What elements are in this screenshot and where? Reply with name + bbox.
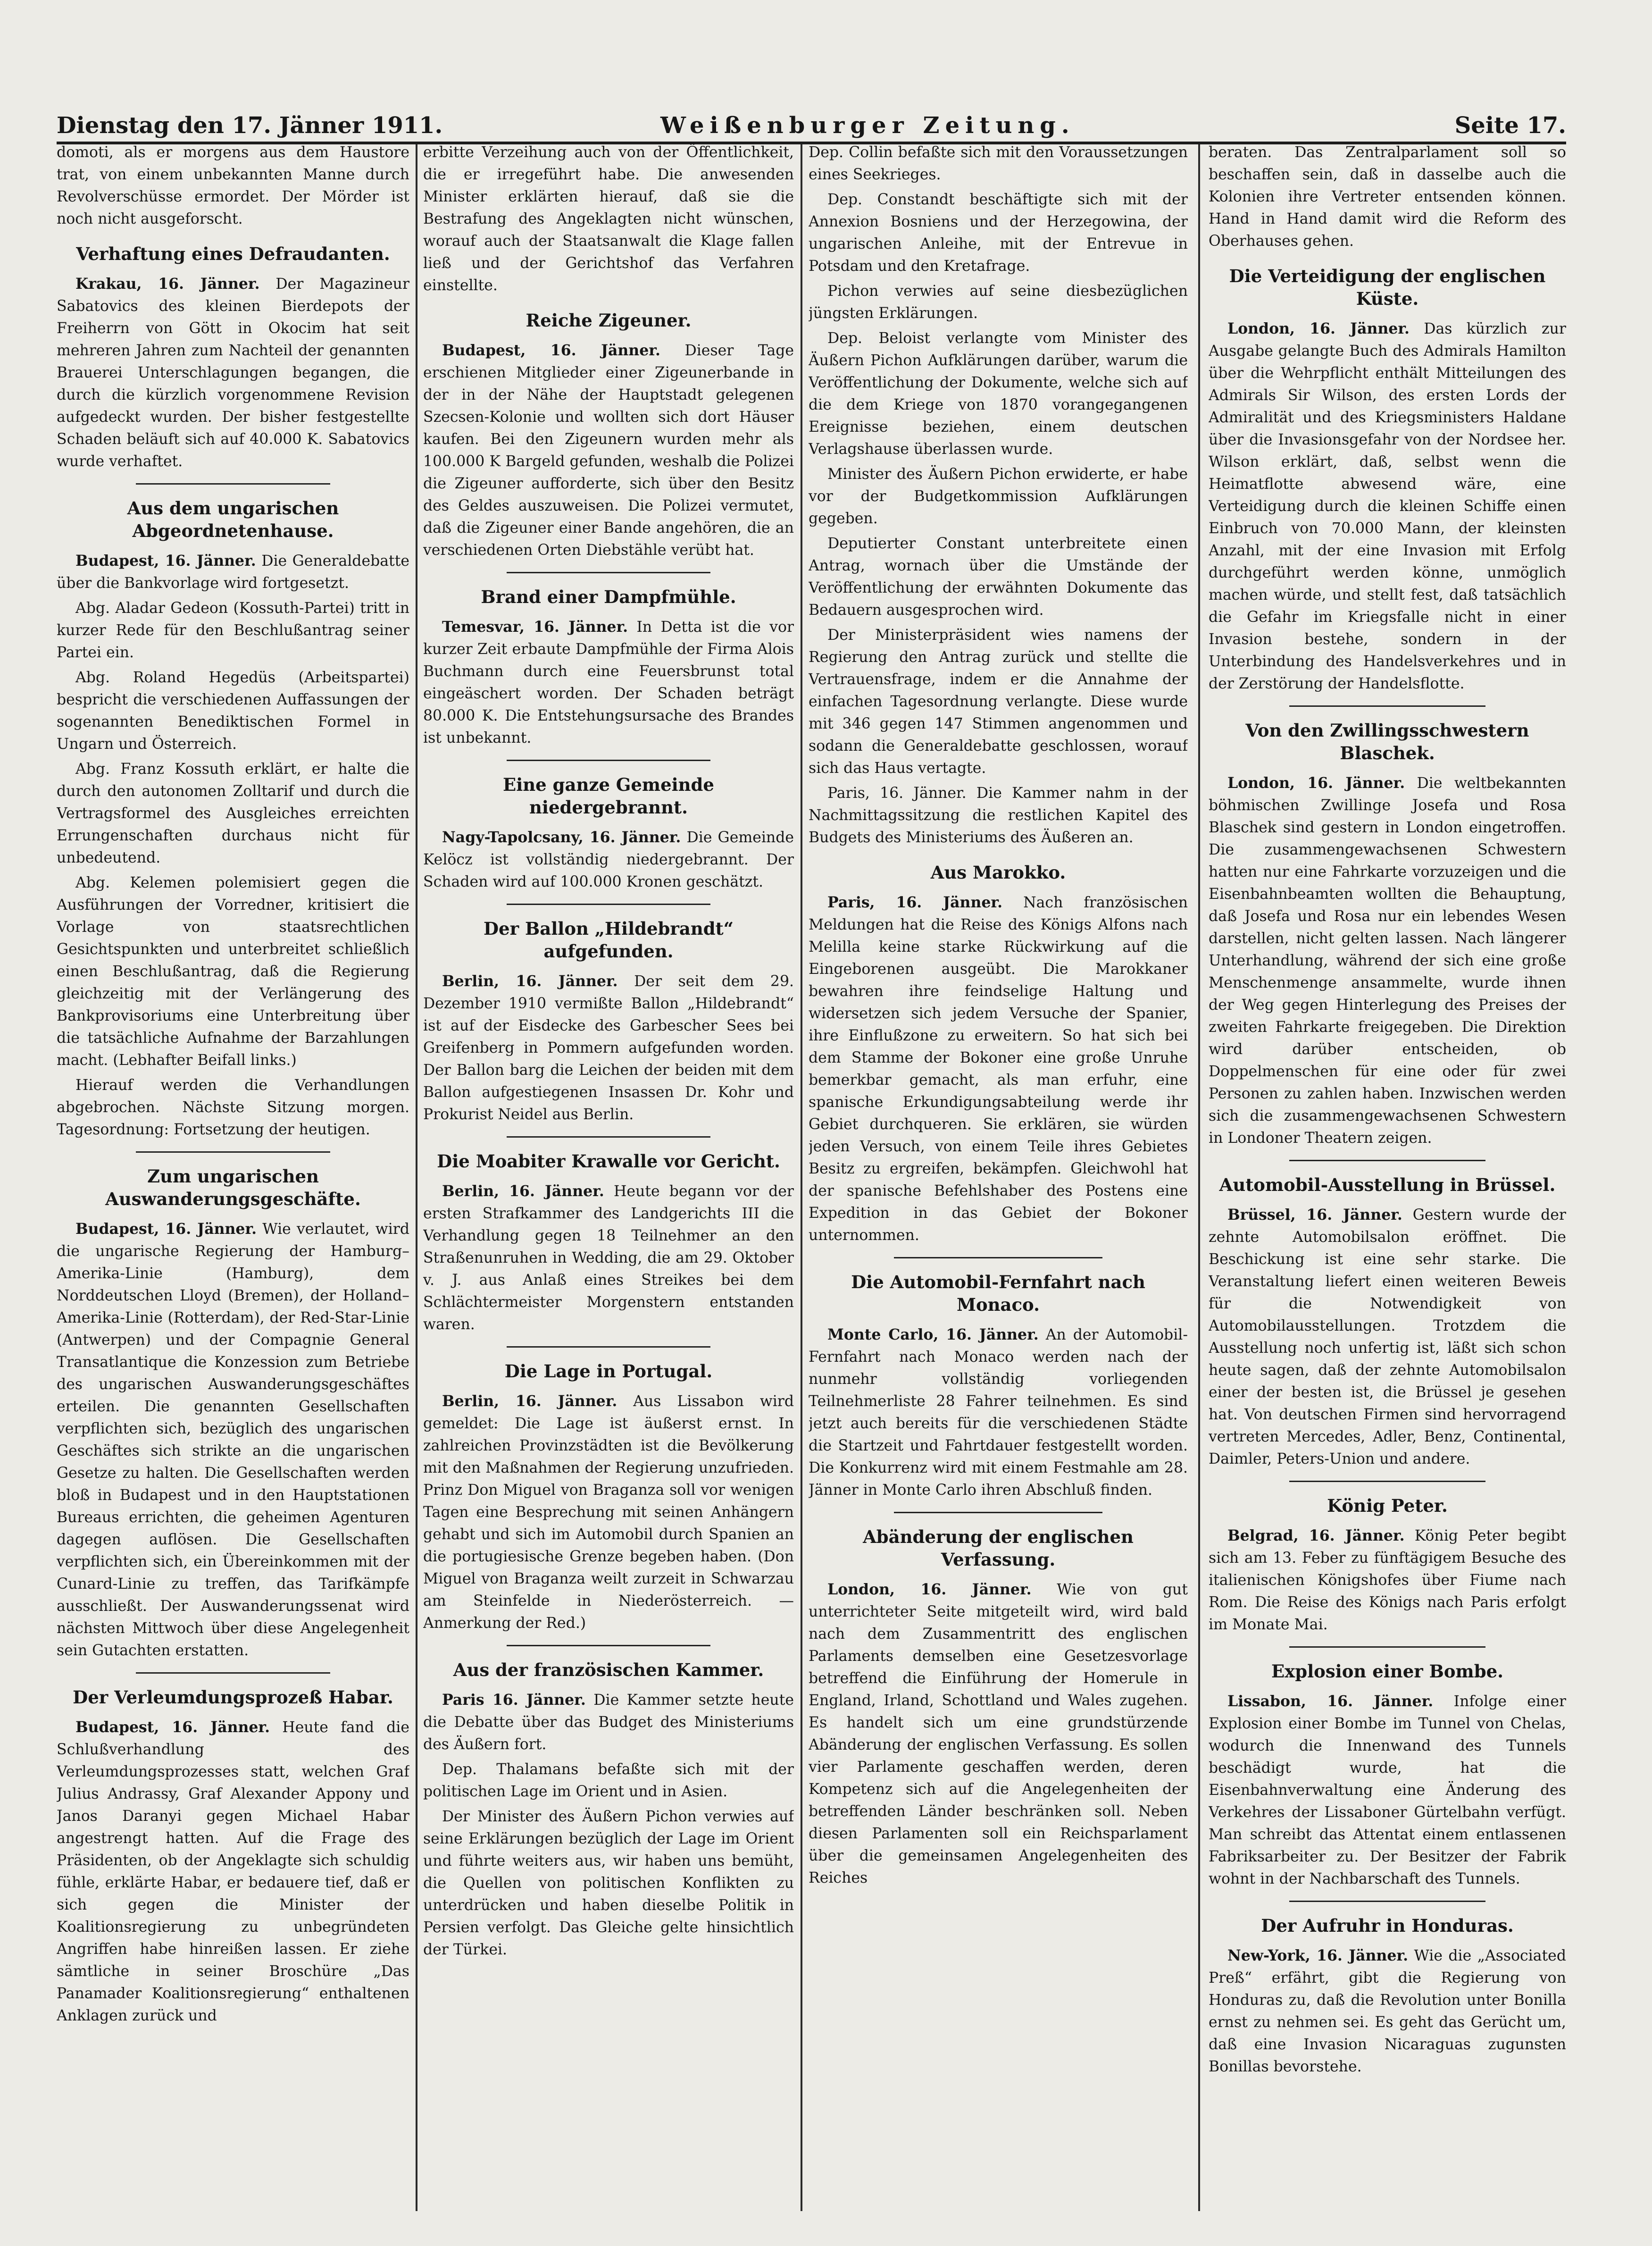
article-paragraph <box>423 1180 794 1336</box>
article-paragraph <box>57 758 409 869</box>
article <box>57 142 409 230</box>
article-dateline: Paris, 16. Jänner. <box>827 894 1003 911</box>
article-dateline: Monte Carlo, 16. Jänner. <box>827 1326 1039 1343</box>
article-separator <box>1289 1646 1486 1648</box>
article <box>423 1360 794 1646</box>
article <box>423 142 794 297</box>
article-paragraph <box>57 597 409 664</box>
article-headline: Die Verteidigung der englischen Küste. <box>1229 266 1546 309</box>
article-paragraph <box>57 1074 409 1141</box>
paragraph-text: Abg. Kelemen polemisiert gegen die Ausführungen der Vorredner, kritisiert die Vorlage von staatsrechtlichen Gesichtspunkten und unterbreitet schließlich einen Beschlußantrag, daß die Regierung gleichzeitig mit der Verlängerung des Bankprovisoriums eine Unterbreitung über die tatsächliche Aufnahme der Barzahlungen macht. (Lebhafter Beifall links.) <box>57 874 409 1069</box>
article-headline: Reiche Zigeuner. <box>526 310 692 331</box>
article-paragraph <box>809 1324 1188 1501</box>
paragraph-text: Minister des Äußern Pichon erwiderte, er habe vor der Budgetkommission Aufklärungen gegeben. <box>809 466 1188 527</box>
article-paragraph <box>423 1759 794 1803</box>
header-date: Dienstag den 17. Jänner 1911. <box>57 112 443 139</box>
article-paragraph <box>809 782 1188 849</box>
article <box>1209 1173 1566 1482</box>
article-headline: Der Aufruhr in Honduras. <box>1261 1915 1514 1936</box>
article <box>1209 1660 1566 1902</box>
article-dateline: Budapest, 16. Jänner. <box>75 552 256 570</box>
paragraph-text: beraten. Das Zentralparlament soll so beschaffen sein, daß in dasselbe auch die Kolonien ihre Vertreter entsenden können. Hand in Hand damit wird die Reform des Oberhauses gehen. <box>1209 144 1566 250</box>
article-headline: Die Automobil-Fernfahrt nach Monaco. <box>851 1272 1145 1315</box>
article-paragraph <box>1209 1944 1566 2078</box>
paragraph-text: Dep. Collin befaßte sich mit den Voraussetzungen eines Seekrieges. <box>809 144 1188 183</box>
article-paragraph <box>57 872 409 1072</box>
article-separator <box>894 1512 1102 1513</box>
article-paragraph <box>1209 142 1566 252</box>
article-headline: Aus dem ungarischen Abgeordnetenhause. <box>127 498 339 541</box>
paragraph-text: In Detta ist die vor kurzer Zeit erbaute Dampfmühle der Firma Alois Buchmann durch eine Feuersbrunst total eingeäschert worden. Der Schaden beträgt 80.000 K. Die Entstehungsursache des Brandes ist unbekannt. <box>423 619 794 746</box>
paragraph-text: Heute begann vor der ersten Strafkammer des Landgerichts III die Verhandlung gegen 18 Teilnehmer an den Straßenunruhen in Wedding, die am 29. Oktober v. J. aus Anlaß eines Streikes bei dem Schlächtermeister Morgenstern entstanden waren. <box>423 1183 794 1333</box>
article-dateline: London, 16. Jänner. <box>1227 320 1410 337</box>
article-paragraph <box>57 1716 409 2027</box>
paragraph-text: Dep. Thalamans befaßte sich mit der politischen Lage im Orient und in Asien. <box>423 1761 794 1800</box>
article-paragraph <box>57 667 409 755</box>
article-paragraph <box>57 550 409 595</box>
article-paragraph <box>809 533 1188 621</box>
article-dateline: Budapest, 16. Jänner. <box>75 1718 270 1736</box>
article-headline: Der Verleumdungsprozeß Habar. <box>73 1687 393 1708</box>
article-separator <box>507 904 710 905</box>
column-divider <box>416 144 417 2211</box>
article <box>1209 719 1566 1161</box>
paragraph-text: Dep. Constandt beschäftigte sich mit der Annexion Bosniens und der Herzegowina, der ungarischen Anleihe, mit der Entrevue in Potsdam und den Kretafrage. <box>809 191 1188 275</box>
article-headline: Automobil-Ausstellung in Brüssel. <box>1219 1174 1556 1195</box>
column-2 <box>423 142 794 2208</box>
column-1 <box>57 142 409 2208</box>
paragraph-text: Hierauf werden die Verhandlungen abgebrochen. Nächste Sitzung morgen. Tagesordnung: Fortsetzung der heutigen. <box>57 1077 409 1138</box>
article-paragraph <box>1209 1525 1566 1636</box>
paragraph-text: An der Automobil-Fernfahrt nach Monaco werden nach der nunmehr vollständig vorliegenden Teilnehmerliste 28 Fahrer teilnehmen. Es sind jetzt auch bereits für die verschiedenen Städte die Startzeit und Fahrtdauer festgestellt worden. Die Konkurrenz wird mit einem Festmahle am 28. Jänner in Monte Carlo ihren Abschluß finden. <box>809 1326 1188 1499</box>
article <box>809 1271 1188 1513</box>
article-dateline: New-York, 16. Jänner. <box>1227 1947 1409 1964</box>
paragraph-text: Die Generaldebatte über die Bankvorlage wird fortgesetzt. <box>57 553 409 592</box>
article-headline: Die Moabiter Krawalle vor Gericht. <box>437 1151 780 1172</box>
article-paragraph <box>1209 318 1566 695</box>
article-headline: Eine ganze Gemeinde niedergebrannt. <box>503 774 714 818</box>
paragraph-text: Abg. Franz Kossuth erklärt, er halte die durch den autonomen Zolltarif und durch die Vertragsformel des Ausgleiches erreichten Errungenschaften durchaus nicht für unbedeutend. <box>57 761 409 866</box>
article-dateline: Budapest, 16. Jänner. <box>442 342 660 359</box>
article-dateline: Nagy-Tapolcsany, 16. Jänner. <box>442 829 681 846</box>
article-headline: Die Lage in Portugal. <box>504 1361 713 1382</box>
paragraph-text: domoti, als er morgens aus dem Haustore trat, von einem unbekannten Manne durch Revolverschüsse ermordet. Der Mörder ist noch nicht ausgeforscht. <box>57 144 409 227</box>
article-headline: Der Ballon „Hildebrandt“ aufgefunden. <box>483 918 734 962</box>
article <box>57 243 409 485</box>
column-divider <box>801 144 802 2211</box>
paragraph-text: erbitte Verzeihung auch von der Öffentlichkeit, die er irregeführt habe. Die anwesenden Minister erklärten hierauf, daß sie die Bestrafung des Angeklagten nicht wünschen, worauf auch der Staatsanwalt die Klage fallen ließ und der Gerichtshof das Verfahren einstellte. <box>423 144 794 294</box>
article <box>423 309 794 573</box>
article <box>423 773 794 905</box>
paragraph-text: Abg. Roland Hegedüs (Arbeitspartei) bespricht die verschiedenen Auffassungen der sogenannten Benediktischen Formel in Ungarn und Österreich. <box>57 669 409 753</box>
article-paragraph <box>423 1806 794 1961</box>
article-dateline: London, 16. Jänner. <box>827 1581 1032 1598</box>
article <box>1209 265 1566 707</box>
article <box>809 861 1188 1258</box>
paragraph-text: Deputierter Constant unterbreitete einen Antrag, wornach über die Umstände der Veröffentlichung der erwähnten Dokumente das Bedauern ausgesprochen wird. <box>809 535 1188 619</box>
article <box>423 917 794 1138</box>
article <box>1209 142 1566 252</box>
article-paragraph <box>809 1578 1188 1889</box>
paragraph-text: Nach französischen Meldungen hat die Reise des Königs Alfons nach Melilla keine starke Rückwirkung auf die Eingeborenen ausgeübt. Die Marokkaner bewahren ihre feindselige Haltung und widersetzen sich jedem Versuche der Spanier, ihre Einflußzone zu erweitern. So hat sich bei dem Stamme der Bokoner eine große Unruhe bemerkbar gemacht, als man erfuhr, eine spanische Erkundigungsabteilung werde ihr Gebiet durchqueren. Sie erklären, sie würden jeden Versuch, von einem Teile ihres Gebietes Besitz zu ergreifen, bekämpfen. Gleichwohl hat der spanische Befehlshaber des Postens eine Expedition in das Gebiet der Bokoner unternommen. <box>809 894 1188 1244</box>
article-paragraph <box>423 1689 794 1756</box>
header-paper-title: Weißenburger Zeitung. <box>660 112 1075 139</box>
article-separator <box>1289 1481 1486 1482</box>
paragraph-text: Pichon verwies auf seine diesbezüglichen jüngsten Erklärungen. <box>809 283 1188 322</box>
article-dateline: Berlin, 16. Jänner. <box>442 972 618 990</box>
article-paragraph <box>423 339 794 562</box>
page-header <box>57 108 1566 145</box>
article-paragraph <box>423 1390 794 1634</box>
article-paragraph <box>809 624 1188 779</box>
article-headline: Aus der französischen Kammer. <box>453 1659 764 1680</box>
paragraph-text: Wie von gut unterrichteter Seite mitgeteilt wird, wird bald nach dem Zusammentritt des englischen Parlaments demselben eine Gesetzesvorlage betreffend die Einführung der Homerule in England, Irland, Schottland und Wales zugehen. Es handelt sich um eine grundstürzende Abänderung der englischen Verfassung. Es sollen vier Parlamente geschaffen werden, deren Kompetenz sich auf die Angelegenheiten der betreffenden Länder beschränken soll. Neben diesen Parlamenten soll ein Reichsparlament über die gemeinsamen Angelegenheiten des Reiches <box>809 1581 1188 1886</box>
article-paragraph <box>1209 772 1566 1149</box>
article-dateline: Belgrad, 16. Jänner. <box>1227 1527 1405 1544</box>
article-paragraph <box>57 1218 409 1662</box>
article <box>423 586 794 761</box>
article <box>423 1659 794 1961</box>
article <box>809 142 1188 849</box>
article <box>809 1525 1188 1889</box>
paragraph-text: Die weltbekannten böhmischen Zwillinge Josefa und Rosa Blaschek sind gestern in London eingetroffen. Die zusammengewachsenen Schwestern hatten nur eine Fahrkarte vorzuzeigen und die Eisenbahnbeamten wollten die Behauptung, daß Josefa und Rosa nur ein lebendes Wesen darstellen, nicht gelten lassen. Nach längerer Unterhandlung, während der sich eine große Menschenmenge ansammelte, wurde ihnen der Weg gegen Hinterlegung des Preises der zweiten Fahrkarte freigegeben. Die Direktion wird darüber entscheiden, ob Doppelmenschen für eine oder für zwei Personen zu zahlen haben. Inzwischen werden sich die zusammengewachsenen Schwestern in Londoner Theatern zeigen. <box>1209 775 1566 1147</box>
article-paragraph <box>423 616 794 749</box>
article-headline: König Peter. <box>1327 1495 1448 1516</box>
column-3 <box>809 142 1188 2208</box>
paragraph-text: Paris, 16. Jänner. Die Kammer nahm in der Nachmittagssitzung die restlichen Kapitel des Budgets des Ministeriums des Äußeren an. <box>809 785 1188 846</box>
article-paragraph <box>809 142 1188 186</box>
paragraph-text: Wie verlautet, wird die ungarische Regierung der Hamburg–Amerika-Linie (Hamburg), dem Norddeutschen Lloyd (Bremen), der Holland–Amerika-Linie (Rotterdam), der Red-Star-Linie (Antwerpen) und der Compagnie General Transatlantique die Konzession zum Betriebe des ungarischen Auswanderungsgeschäftes erteilen. Die genannten Gesellschaften verpflichten sich, bezüglich des ungarischen Geschäftes sich strikte an die ungarischen Gesetze zu halten. Die Gesellschaften werden bloß in Budapest und in den Hauptstationen Bureaus errichten, die geheimen Agenturen dagegen auflösen. Die Gesellschaften verpflichten sich, ein Übereinkommen mit der Cunard-Linie zu treffen, das Tarifkämpfe ausschließt. Der Auswanderungssenat wird nächsten Mittwoch über diese Angelegenheit sein Gutachten erstatten. <box>57 1221 409 1659</box>
article-separator <box>507 1346 710 1348</box>
paragraph-text: Aus Lissabon wird gemeldet: Die Lage ist äußerst ernst. In zahlreichen Provinzstädten ist die Bevölkerung mit den Maßnahmen der Regierung unzufrieden. Prinz Don Miguel von Braganza soll vor wenigen Tagen eine Besprechung mit seinen Anhängern gehabt und sich im Automobil durch Spanien an die portugiesische Grenze begeben haben. (Don Miguel von Braganza weilt zurzeit in Schwarzau am Steinfelde in Niederösterreich. — Anmerkung der Red.) <box>423 1393 794 1632</box>
paragraph-text: Dieser Tage erschienen Mitglieder einer Zigeunerbande in der in der Nähe der Hauptstadt gelegenen Szecsen-Kolonie und wollten sich dort Häuser kaufen. Bei den Zigeunern wurden mehr als 100.000 K Bargeld gefunden, weshalb die Polizei die Zigeuner aufforderte, sich über den Besitz des Geldes auszuweisen. Die Polizei vermutet, daß die Zigeuner einer Bande angehören, die an verschiedenen Orten Diebstähle verübt hat. <box>423 342 794 559</box>
article-separator <box>1289 705 1486 707</box>
article-separator <box>507 1645 710 1646</box>
article-dateline: London, 16. Jänner. <box>1227 774 1405 792</box>
article <box>57 1165 409 1674</box>
article-paragraph <box>57 273 409 473</box>
article-separator <box>136 1151 330 1153</box>
article-paragraph <box>809 891 1188 1247</box>
article-paragraph <box>809 280 1188 325</box>
article-headline: Verhaftung eines Defraudanten. <box>76 243 390 264</box>
paragraph-text: Das kürzlich zur Ausgabe gelangte Buch des Admirals Hamilton über die Wehrpflicht enthält Mitteilungen des Admirals Sir Wilson, des ersten Lords der Admiralität und des Kriegsministers Haldane über die Invasionsgefahr von der Nordsee her. Wilson erklärt, daß, selbst wenn die Heimatflotte abwesend wäre, eine Verteidigung durch die kleinen Schiffe einen Einbruch von 70.000 Mann, der kleinsten Anzahl, mit der eine Invasion mit Erfolg durchgeführt werden könne, unmöglich machen würde, und stellt fest, daß tatsächlich die Gefahr im Kriegsfalle nicht in einer Invasion bestehe, sondern in der Unterbindung des Handelsverkehres und in der Zerstörung der Handelsflotte. <box>1209 320 1566 692</box>
article-separator <box>507 572 710 573</box>
article <box>57 497 409 1153</box>
paragraph-text: Abg. Aladar Gedeon (Kossuth-Partei) tritt in kurzer Rede für den Beschlußantrag seiner Partei ein. <box>57 600 409 661</box>
article-headline: Brand einer Dampfmühle. <box>481 587 736 607</box>
article-dateline: Berlin, 16. Jänner. <box>442 1182 604 1200</box>
paragraph-text: Die Gemeinde Kelöcz ist vollständig niedergebrannt. Der Schaden wird auf 100.000 Kronen geschätzt. <box>423 829 794 890</box>
column-divider <box>1198 144 1200 2211</box>
article <box>1209 1914 1566 2078</box>
article-headline: Zum ungarischen Auswanderungsgeschäfte. <box>105 1166 361 1209</box>
article-paragraph <box>809 327 1188 461</box>
article-separator <box>894 1257 1102 1258</box>
article-paragraph <box>57 142 409 230</box>
paragraph-text: Die Kammer setzte heute die Debatte über das Budget des Ministeriums des Äußern fort. <box>423 1692 794 1753</box>
paragraph-text: Wie die „Associated Preß“ erfährt, gibt die Regierung von Honduras zu, daß die Revolution unter Bonilla ernst zu nehmen sei. Es geht das Gerücht um, daß eine Invasion Nicaraguas zugunsten Bonillas bevorstehe. <box>1209 1947 1566 2075</box>
paragraph-text: Der Magazineur Sabatovics des kleinen Bierdepots der Freiherrn von Gött in Okocim hat seit mehreren Jahren zum Nachteil der genannten Brauerei Unterschlagungen begangen, die durch die kürzlich vorgenommene Revision aufgedeckt wurden. Der bisher festgestellte Schaden beläuft sich auf 40.000 K. Sabatovics wurde verhaftet. <box>57 276 409 470</box>
article-dateline: Berlin, 16. Jänner. <box>442 1392 617 1410</box>
header-page-number: Seite 17. <box>1454 112 1566 139</box>
article-paragraph <box>423 826 794 893</box>
article-separator <box>136 1672 330 1674</box>
article-headline: Aus Marokko. <box>930 862 1066 883</box>
paragraph-text: Der Ministerpräsident wies namens der Regierung den Antrag zurück und stellte die Vertrauensfrage, indem er die Annahme der einfachen Tagesordnung verlangte. Diese wurde mit 346 gegen 147 Stimmen angenommen und sodann die Generaldebatte geschlossen, worauf sich das Haus vertagte. <box>809 627 1188 777</box>
article-separator <box>1289 1160 1486 1161</box>
paragraph-text: Gestern wurde der zehnte Automobilsalon eröffnet. Die Beschickung ist eine sehr starke. Die Veranstaltung liefert einen weiteren Beweis für die Notwendigkeit von Automobilausstellungen. Trotzdem die Ausstellung noch unfertig ist, läßt sich schon heute sagen, daß der zehnte Automobilsalon einer der besten ist, die Brüssel je gesehen hat. Von deutschen Firmen sind hervorragend vertreten Mercedes, Adler, Benz, Continental, Daimler, Peters-Union und andere. <box>1209 1207 1566 1467</box>
article <box>1209 1494 1566 1648</box>
article-paragraph <box>1209 1690 1566 1890</box>
article-dateline: Budapest, 16. Jänner. <box>75 1220 257 1238</box>
article-headline: Von den Zwillingsschwestern Blaschek. <box>1245 720 1529 763</box>
article-paragraph <box>1209 1204 1566 1470</box>
article-dateline: Paris 16. Jänner. <box>442 1691 586 1709</box>
article <box>57 1686 409 2027</box>
paragraph-text: Der seit dem 29. Dezember 1910 vermißte Ballon „Hildebrandt“ ist auf der Eisdecke des Garbescher Sees bei Greifenberg in Pommern aufgefunden worden. Der Ballon barg die Leichen der beiden mit dem Ballon aufgestiegenen Insassen Dr. Kohr und Prokurist Neidel aus Berlin. <box>423 973 794 1123</box>
article <box>423 1150 794 1348</box>
article-separator <box>136 483 330 485</box>
article-dateline: Krakau, 16. Jänner. <box>75 275 260 293</box>
column-4 <box>1209 142 1566 2208</box>
article-dateline: Temesvar, 16. Jänner. <box>442 618 628 636</box>
article-paragraph <box>809 463 1188 530</box>
paragraph-text: König Peter begibt sich am 13. Feber zu fünftägigem Besuche des italienischen Königshofes über Fiume nach Rom. Die Reise des Königs nach Paris erfolgt im Monate Mai. <box>1209 1527 1566 1633</box>
article-paragraph <box>423 142 794 297</box>
paragraph-text: Heute fand die Schlußverhandlung des Verleumdungsprozesses statt, welchen Graf Julius Andrassy, Graf Alexander Appony und Janos Daranyi gegen Michael Habar angestrengt hatten. Auf die Frage des Präsidenten, ob der Angeklagte sich schuldig fühle, erklärte Habar, er bedauere tief, daß er sich gegen die Minister der Koalitionsregierung zu unbegründeten Angriffen habe hinreißen lassen. Er ziehe sämtliche in seiner Broschüre „Das Panamader Koalitionsregierung“ enthaltenen Anklagen zurück und <box>57 1719 409 2024</box>
article-separator <box>507 760 710 761</box>
article-dateline: Brüssel, 16. Jänner. <box>1227 1206 1402 1224</box>
article-headline: Abänderung der englischen Verfassung. <box>863 1526 1134 1570</box>
article-separator <box>507 1136 710 1138</box>
article-paragraph <box>809 189 1188 277</box>
paragraph-text: Der Minister des Äußern Pichon verwies auf seine Erklärungen bezüglich der Lage im Orient und führte weiters aus, wir haben uns bemüht, die Quellen von politischen Konflikten zu unterdrücken und haben dieselbe Politik in Persien verfolgt. Das Gleiche gelte hinsichtlich der Türkei. <box>423 1808 794 1958</box>
paragraph-text: Dep. Beloist verlangte vom Minister des Äußern Pichon Aufklärungen darüber, warum die Veröffentlichung der Dokumente, welche sich auf die dem Kriege von 1870 vorangegangenen Ereignisse beziehen, einem deutschen Verlagshause überlassen wurde. <box>809 330 1188 458</box>
article-paragraph <box>423 970 794 1126</box>
article-dateline: Lissabon, 16. Jänner. <box>1227 1693 1434 1710</box>
article-headline: Explosion einer Bombe. <box>1271 1661 1504 1682</box>
article-separator <box>1289 1901 1486 1902</box>
paragraph-text: Infolge einer Explosion einer Bombe im Tunnel von Chelas, wodurch die Innenwand des Tunnels beschädigt wurde, hat die Eisenbahnverwaltung eine Änderung des Verkehres der Lissaboner Gürtelbahn verfügt. Man schreibt das Attentat einem entlassenen Fabriksarbeiter zu. Der Besitzer der Fabrik wohnt in der Nachbarschaft des Tunnels. <box>1209 1693 1566 1887</box>
